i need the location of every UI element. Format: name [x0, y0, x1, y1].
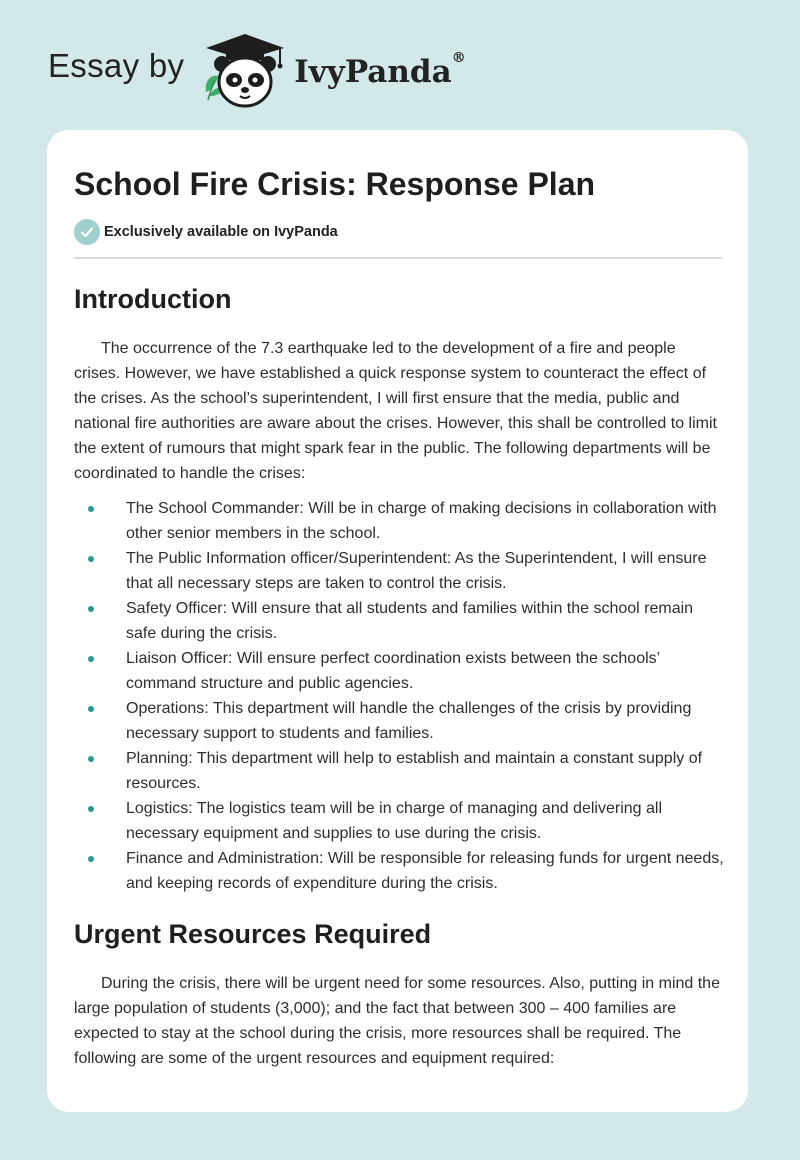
exclusive-badge [74, 219, 722, 245]
bullet-icon [88, 806, 94, 812]
bullet-icon [88, 556, 94, 562]
check-icon [74, 219, 100, 245]
essay-by-label: Essay by [48, 47, 185, 84]
list-item: Operations: This department will handle the challenges of the crisis by providing necessary support to students and families. [126, 696, 726, 746]
introduction-paragraph: The occurrence of the 7.3 earthquake led to the development of a fire and people crises. However, we have established a quick response system to counteract the effect of the crises. As the school’s superintendent, I will first ensure that the media, public and national fire authorities are aware about the crises. However, this shall be controlled to limit the extent of rumours that might spark fear in the public. The following departments will be coordinated to handle the crises: [74, 340, 717, 482]
bullet-icon [88, 606, 94, 612]
bullet-icon [88, 506, 94, 512]
list-item: The School Commander: Will be in charge of making decisions in collaboration with other senior members in the school. [126, 496, 726, 546]
list-item: The Public Information officer/Superintendent: As the Superintendent, I will ensure that all necessary steps are taken to control the crisis. [126, 546, 726, 596]
page-title: School Fire Crisis: Response Plan [74, 166, 596, 202]
section-heading-introduction: Introduction [74, 284, 232, 314]
urgent-resources-paragraph: During the crisis, there will be urgent need for some resources. Also, putting in mind the large population of students (3,000); and the fact that between 300 – 400 families are expected to stay at the school during the crisis, more resources shall be required. The following are some of the urgent resources and equipment required: [74, 975, 720, 1067]
bullet-icon [88, 706, 94, 712]
badge-text: Exclusively available on IvyPanda [104, 224, 338, 240]
bullet-icon [88, 756, 94, 762]
departments-list [74, 496, 722, 896]
divider [74, 257, 722, 259]
section-heading-urgent-resources: Urgent Resources Required [74, 919, 432, 949]
bullet-icon [88, 856, 94, 862]
list-item: Planning: This department will help to establish and maintain a constant supply of resources. [126, 746, 726, 796]
list-item: Safety Officer: Will ensure that all students and families within the school remain safe during the crisis. [126, 596, 726, 646]
brand-header[interactable] [48, 30, 466, 110]
brand-name: IvyPanda® [294, 50, 466, 90]
list-item: Liaison Officer: Will ensure perfect coordination exists between the schools’ command structure and public agencies. [126, 646, 726, 696]
bullet-icon [88, 656, 94, 662]
list-item: Logistics: The logistics team will be in charge of managing and delivering all necessary equipment and supplies to use during the crisis. [126, 796, 726, 846]
list-item: Finance and Administration: Will be responsible for releasing funds for urgent needs, and keeping records of expenditure during the crisis. [126, 846, 726, 896]
panda-graduate-icon [200, 30, 290, 110]
article-card [47, 130, 748, 1112]
